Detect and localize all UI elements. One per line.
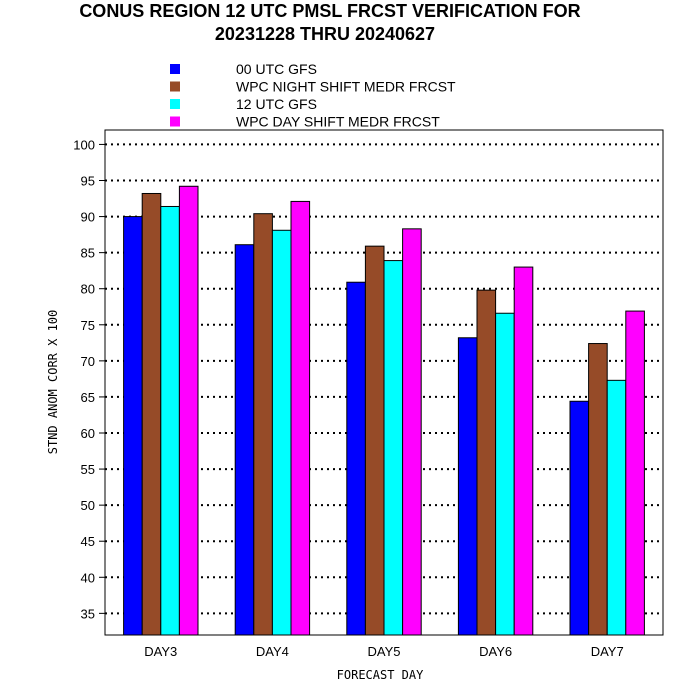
bar-day6-series-2 <box>477 290 496 635</box>
y-tick-label: 45 <box>80 534 95 550</box>
bar-day7-series-1 <box>570 401 589 635</box>
legend-swatch <box>170 64 180 74</box>
x-axis-label: FORECAST DAY <box>336 668 424 682</box>
y-axis-label: STND ANOM CORR X 100 <box>46 309 60 455</box>
y-tick-label: 80 <box>80 281 95 297</box>
legend-label: WPC DAY SHIFT MEDR FRCST <box>236 113 440 130</box>
x-category-label: DAY7 <box>590 644 624 659</box>
y-tick-labels <box>73 137 95 621</box>
legend <box>170 61 456 130</box>
bar-day5-series-4 <box>403 229 422 635</box>
legend-label: 12 UTC GFS <box>236 96 317 112</box>
bar-day4-series-4 <box>291 201 310 635</box>
bar-day3-series-3 <box>161 206 180 635</box>
bar-day4-series-2 <box>254 214 273 635</box>
x-category-label: DAY4 <box>255 644 289 659</box>
bar-day6-series-4 <box>514 267 533 635</box>
bar-day7-series-4 <box>626 311 645 635</box>
legend-swatch <box>170 82 180 92</box>
bar-day7-series-3 <box>607 380 626 635</box>
y-tick-label: 75 <box>80 317 95 333</box>
bar-day3-series-1 <box>124 217 143 635</box>
bar-day3-series-4 <box>179 186 198 635</box>
y-tick-label: 40 <box>80 570 95 586</box>
bar-day5-series-3 <box>384 261 403 635</box>
bar-day5-series-2 <box>365 246 384 635</box>
bar-day6-series-1 <box>458 338 477 635</box>
legend-label: 00 UTC GFS <box>236 61 317 77</box>
chart-title-line2: 20231228 THRU 20240627 <box>214 24 436 44</box>
legend-label: WPC NIGHT SHIFT MEDR FRCST <box>236 78 456 95</box>
y-tick-label: 65 <box>80 389 95 405</box>
x-category-label: DAY6 <box>479 644 513 659</box>
y-tick-label: 50 <box>80 498 95 514</box>
x-category-labels <box>144 644 623 659</box>
legend-swatch <box>170 117 180 127</box>
x-category-label: DAY5 <box>367 644 401 659</box>
chart-title-line1: CONUS REGION 12 UTC PMSL FRCST VERIFICATION FOR <box>79 1 581 21</box>
bar-day3-series-2 <box>142 193 161 635</box>
x-category-label: DAY3 <box>144 644 178 659</box>
y-tick-label: 70 <box>80 353 95 369</box>
y-tick-label: 100 <box>73 137 95 153</box>
bar-day7-series-2 <box>589 344 608 635</box>
legend-swatch <box>170 99 180 109</box>
y-tick-label: 95 <box>80 173 95 189</box>
y-tick-label: 90 <box>80 209 95 225</box>
y-tick-label: 55 <box>80 462 95 478</box>
bar-day4-series-3 <box>272 230 291 635</box>
y-tick-label: 85 <box>80 245 95 261</box>
y-tick-label: 60 <box>80 426 95 441</box>
bar-day6-series-3 <box>496 313 515 635</box>
bar-day4-series-1 <box>235 245 254 635</box>
bar-day5-series-1 <box>347 282 366 635</box>
y-tick-label: 35 <box>80 606 95 622</box>
